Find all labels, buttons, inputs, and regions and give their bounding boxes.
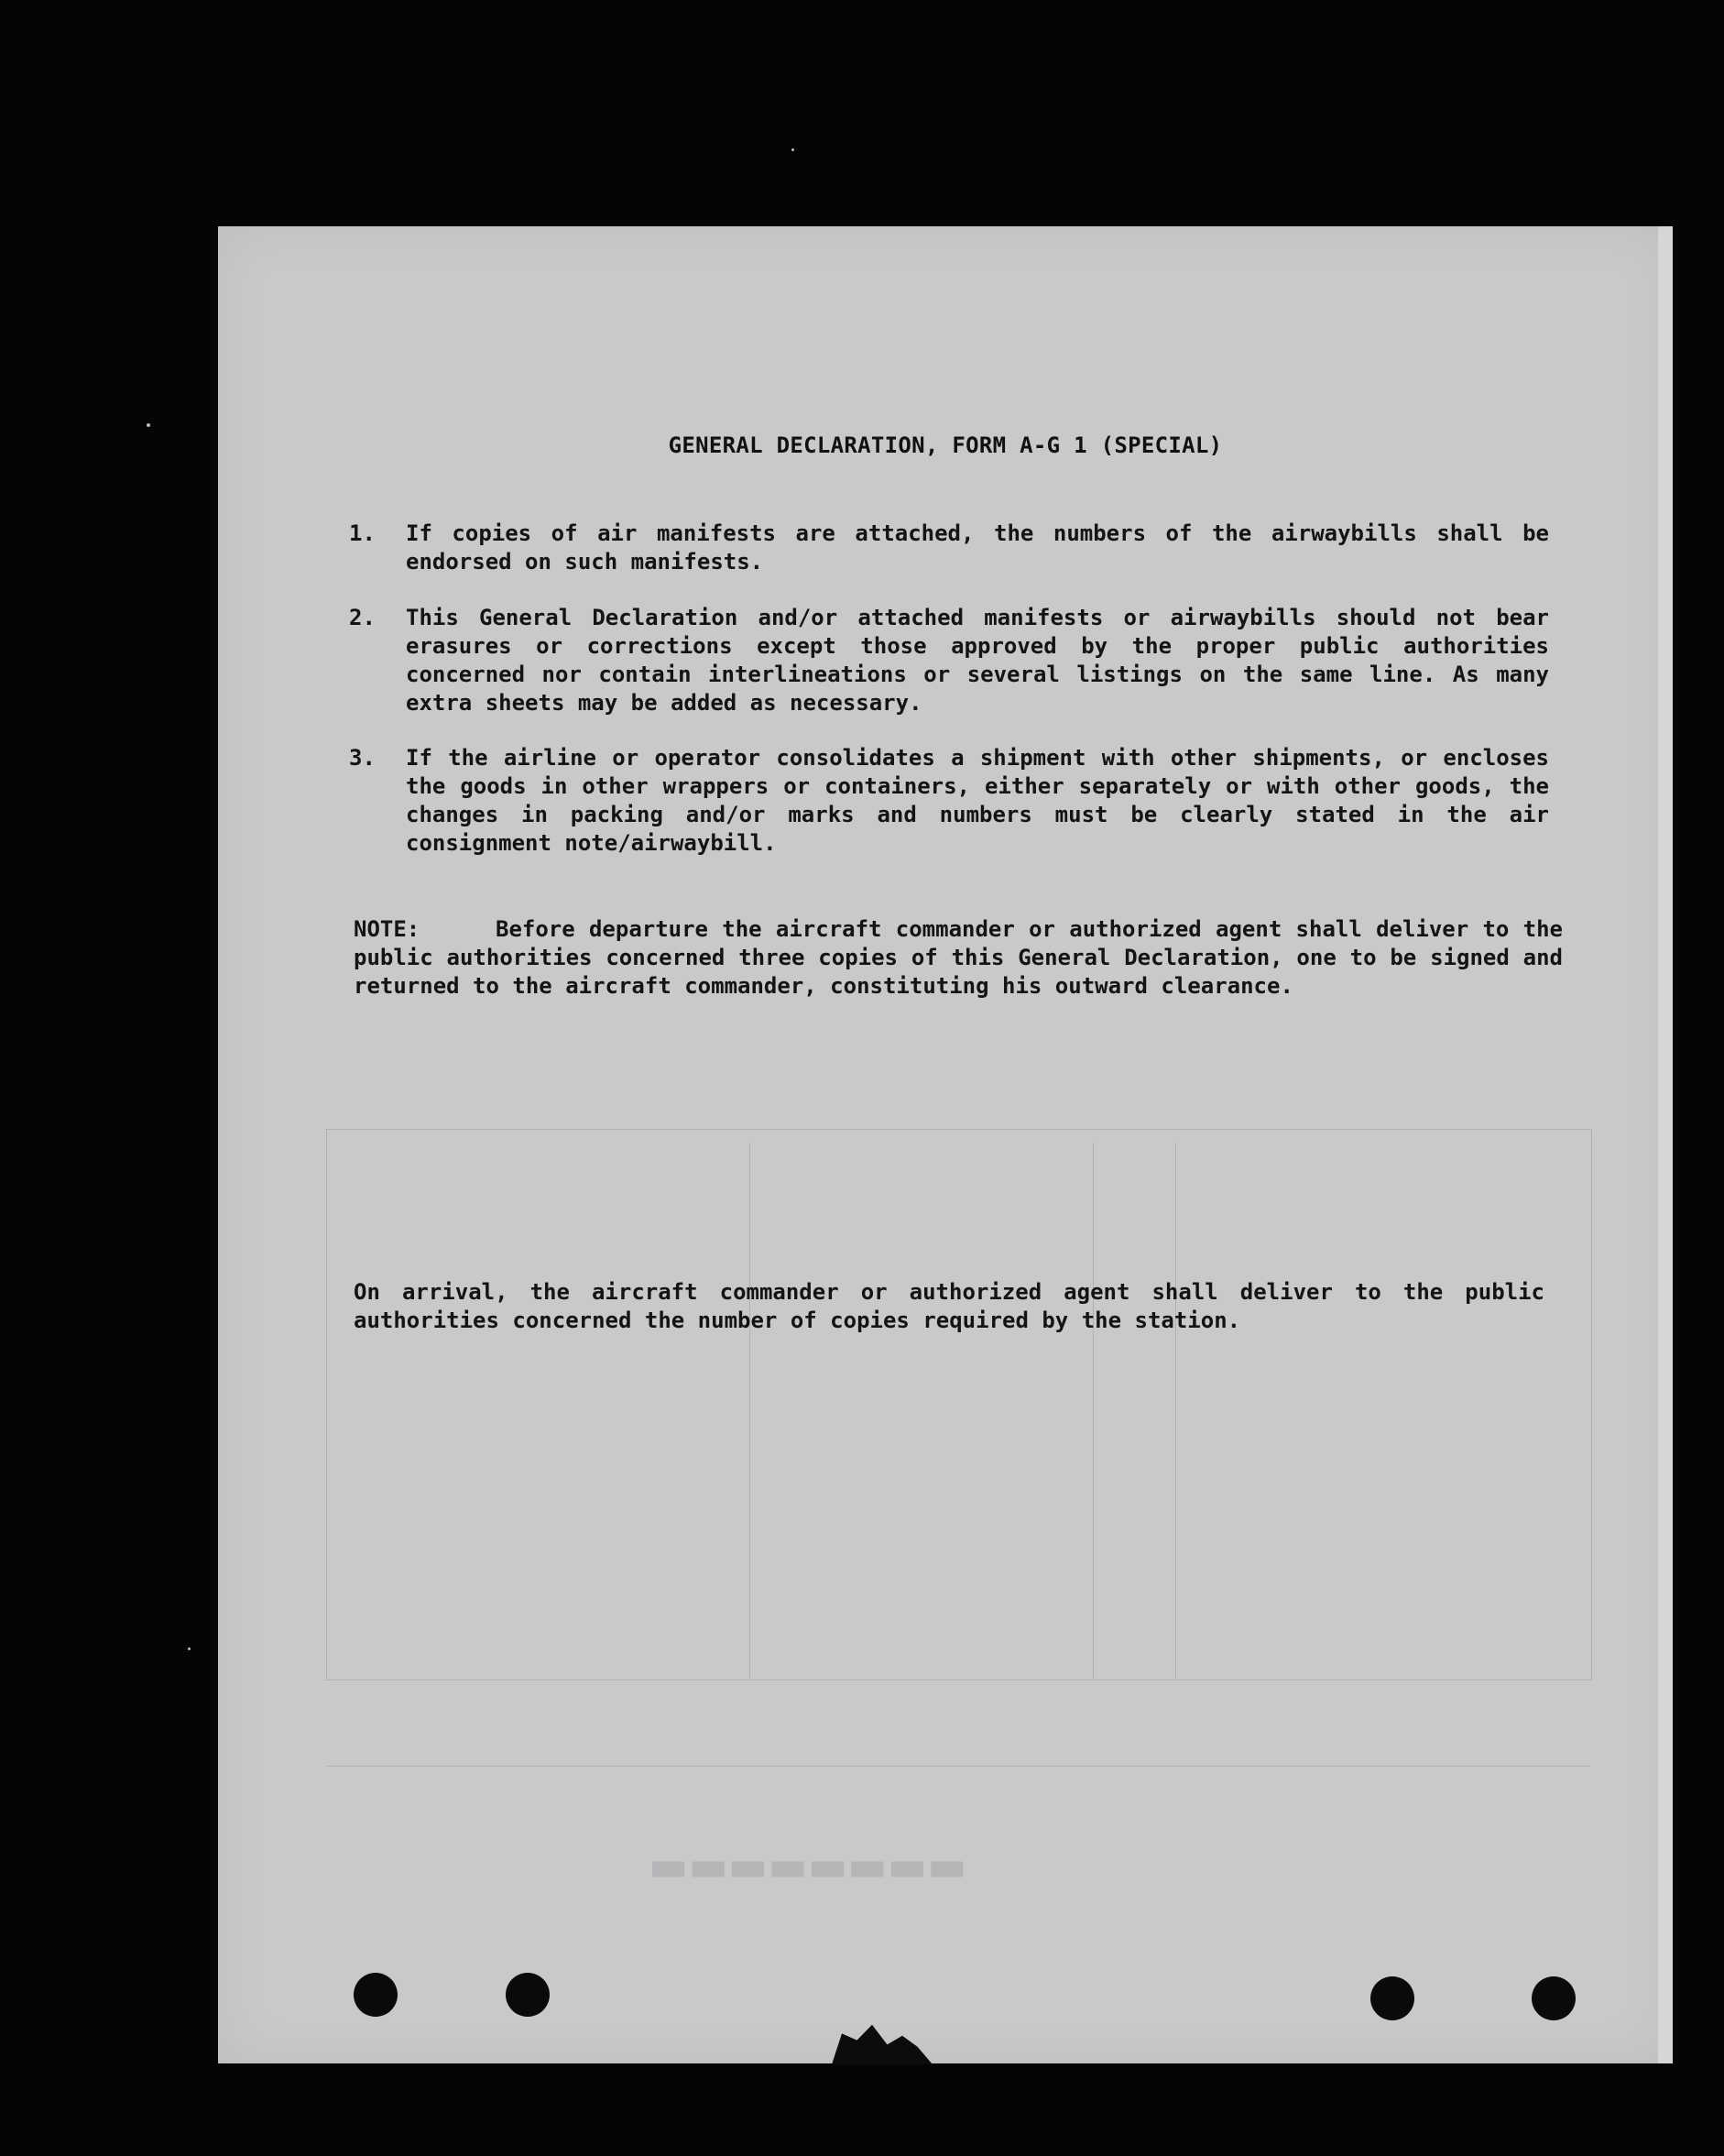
page-edge bbox=[1658, 226, 1673, 2063]
show-through-line bbox=[1093, 1143, 1094, 1679]
show-through-heading: ▬▬▬▬▬▬▬▬ bbox=[649, 1848, 967, 1898]
punch-hole bbox=[1370, 1976, 1414, 2020]
note-paragraph bbox=[354, 915, 1563, 1001]
show-through-box bbox=[326, 1129, 1592, 1680]
show-through-line bbox=[326, 1766, 1590, 1767]
document-page bbox=[218, 226, 1673, 2063]
list-item bbox=[349, 520, 1549, 576]
note-label: NOTE: bbox=[354, 916, 420, 942]
item-text: If copies of air manifests are attached, the numbers of the airwaybills shall be endorsed on such manifests. bbox=[406, 520, 1549, 575]
arrival-paragraph: On arrival, the aircraft commander or authorized agent shall deliver to the public authorities concerned the number of copies required by the station. bbox=[354, 1279, 1544, 1333]
torn-edge bbox=[832, 2020, 933, 2064]
punch-hole bbox=[1532, 1976, 1576, 2020]
punch-hole bbox=[354, 1973, 398, 2017]
item-number: 2. bbox=[349, 605, 376, 630]
item-number: 1. bbox=[349, 520, 376, 546]
list-item bbox=[349, 744, 1549, 858]
punch-hole bbox=[506, 1973, 550, 2017]
background-speck bbox=[188, 1647, 191, 1650]
item-text: If the airline or operator consolidates a shipment with other shipments, or encloses the goods in other wrappers or containers, either separately or with other goods, the changes in packing and/or marks and numbers must be clearly stated in the air consignment note/airwaybill. bbox=[406, 745, 1549, 856]
item-number: 3. bbox=[349, 745, 376, 771]
background-speck bbox=[791, 148, 794, 151]
item-text: This General Declaration and/or attached manifests or airwaybills should not bear erasures or corrections except those approved by the proper public authorities concerned nor contain interlineations or several listings on the same line. As many extra sheets may be added as necessary. bbox=[406, 605, 1549, 716]
list-item bbox=[349, 604, 1549, 717]
background-speck bbox=[147, 423, 150, 427]
note-section bbox=[354, 915, 1563, 1001]
page-title: GENERAL DECLARATION, FORM A-G 1 (SPECIAL) bbox=[668, 432, 1223, 458]
note-text: Before departure the aircraft commander or authorized agent shall deliver to the public authorities concerned three copies of this General Declaration, one to be signed and returned to the aircraft commander, constituting his outward clearance. bbox=[354, 916, 1563, 999]
show-through-line bbox=[1175, 1143, 1176, 1679]
show-through-line bbox=[749, 1143, 750, 1679]
